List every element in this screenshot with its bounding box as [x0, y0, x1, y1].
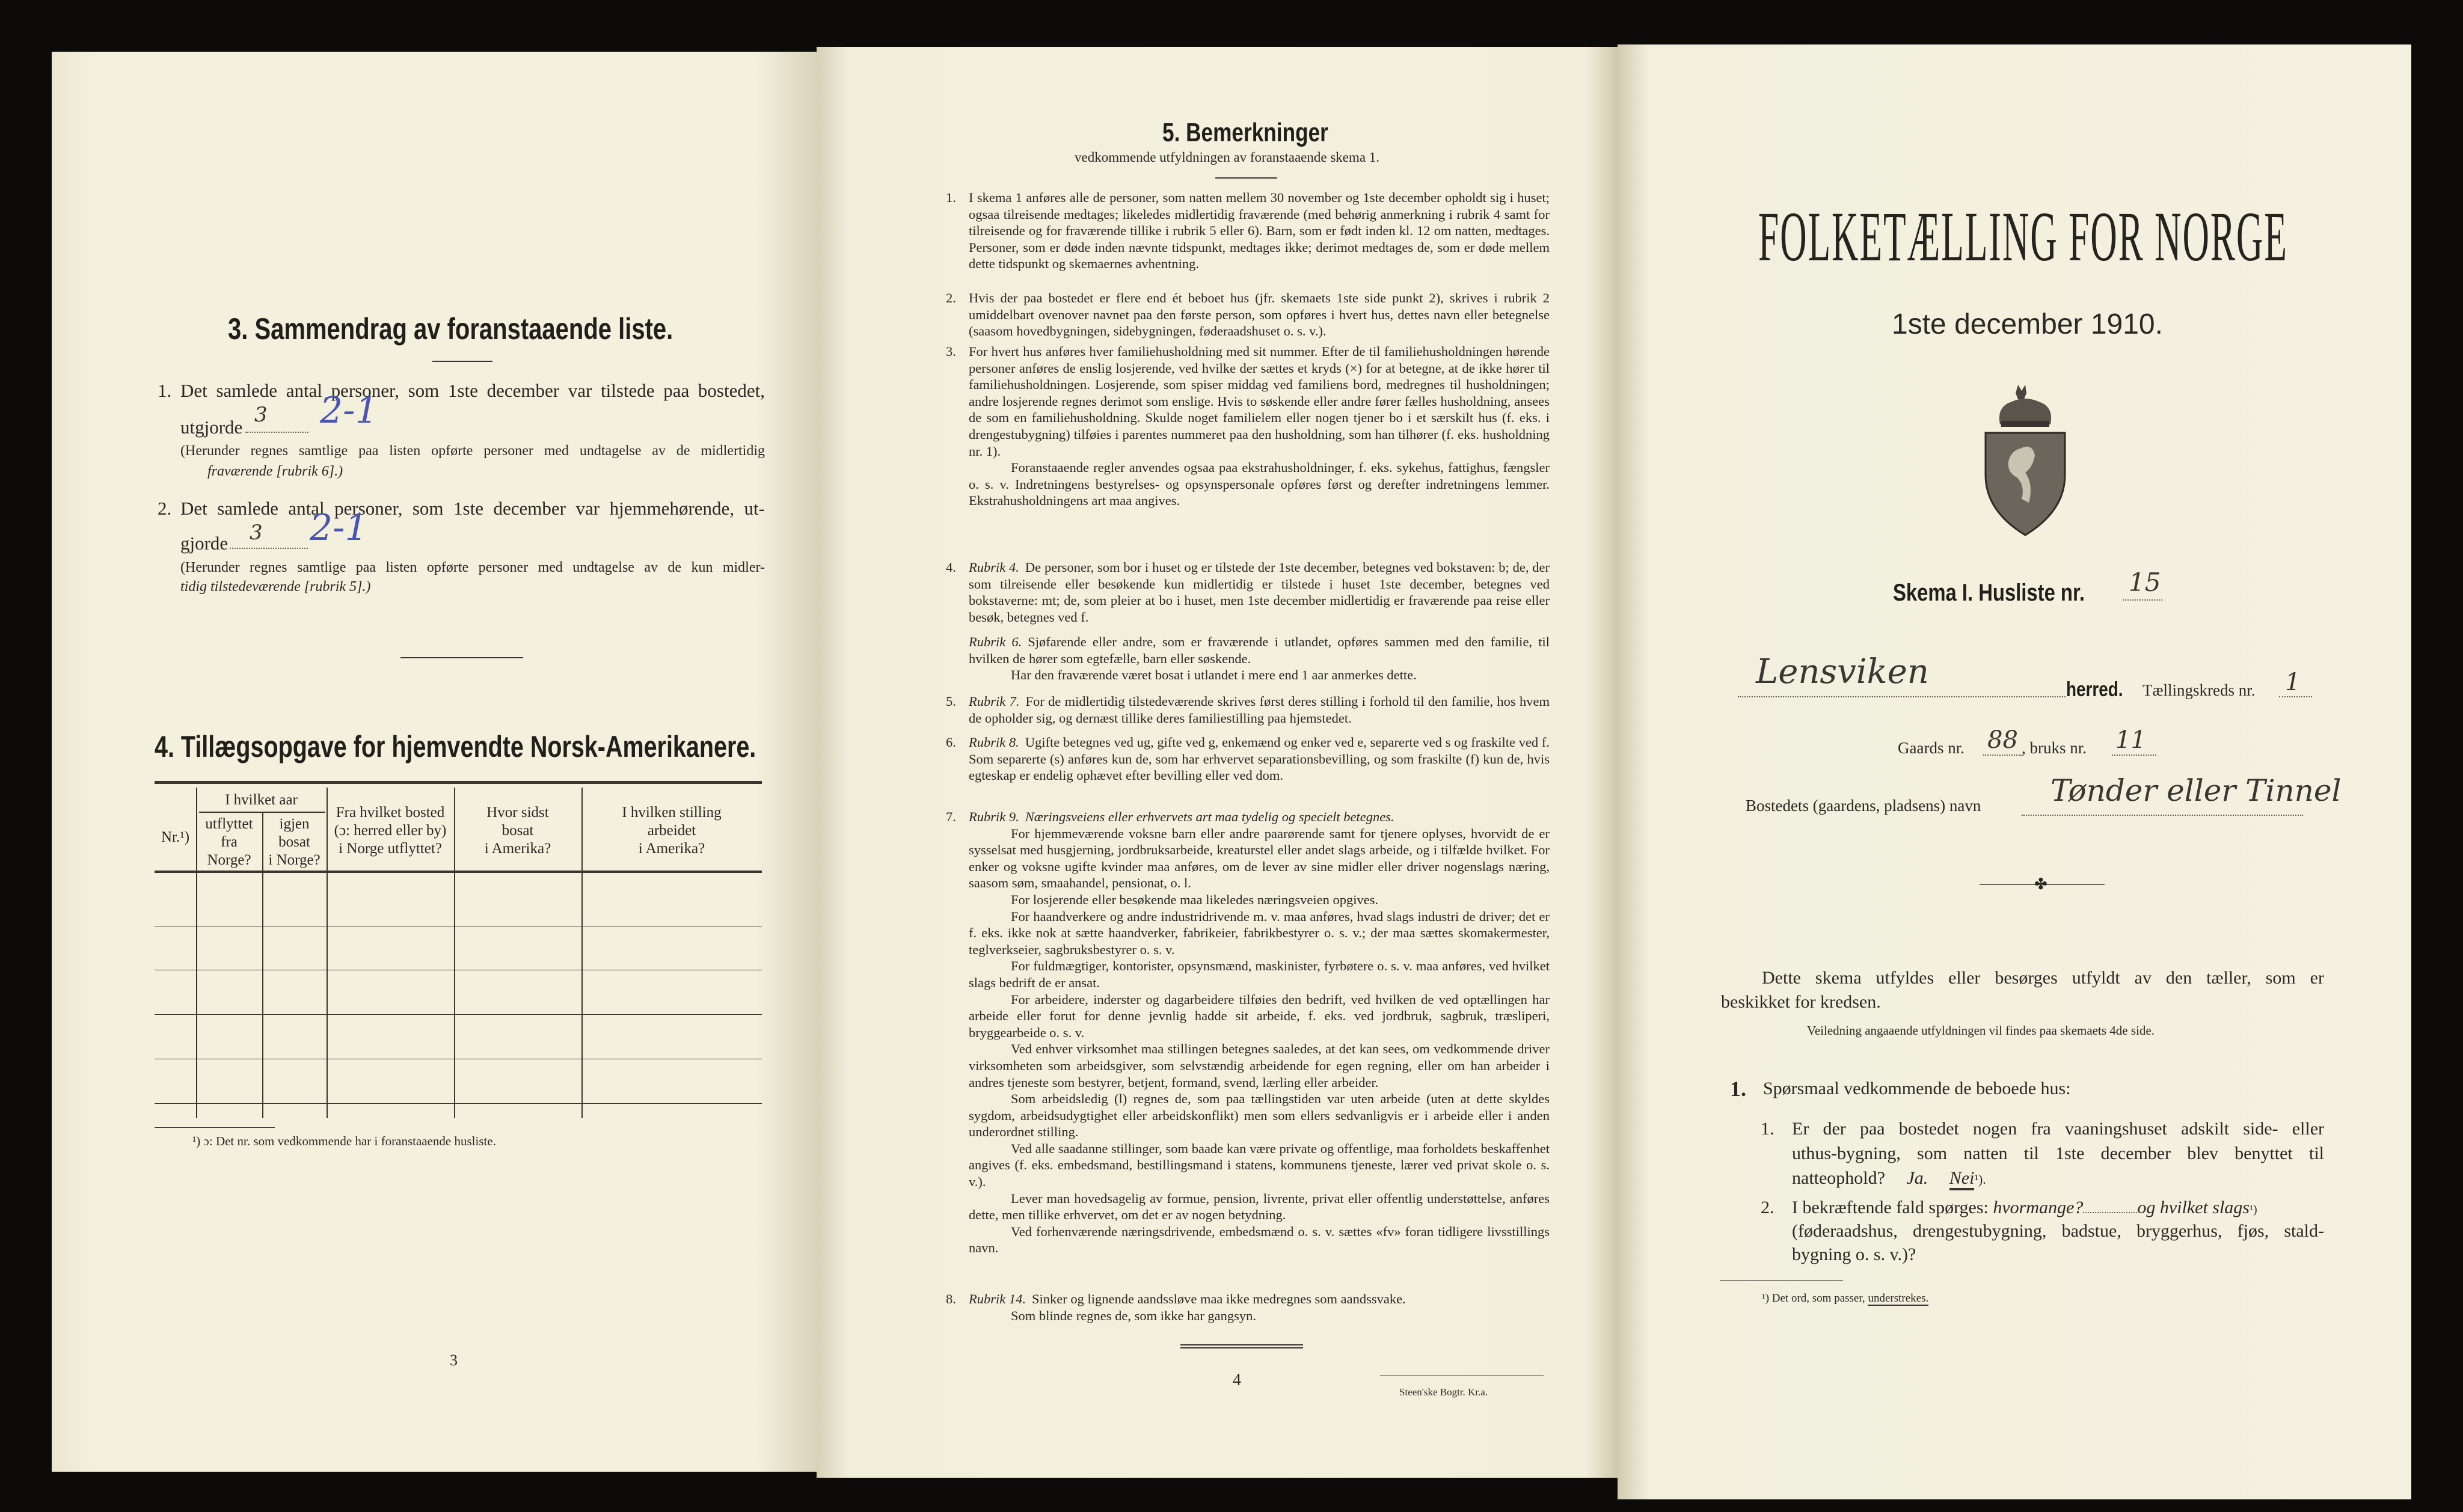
summary-item-2-number: 2. [158, 498, 172, 519]
item-text: Næringsveiens eller erhvervets art maa tydelig og specielt betegnes. [1025, 809, 1394, 824]
item-number: 5. [946, 694, 956, 709]
item-number: 3. [946, 344, 956, 359]
item-text: Ugifte betegnes ved ug, gifte ved g, enkemænd og enker ved e, separerte ved s og fraskilte ved f. Som separerte (s) anføres kun de, som har erhvervet separationsbevilling, og som fraskilte (f) kun de, hvis egteskap er endelig ophævet efter bevilling eller ved dom. [969, 735, 1550, 783]
remark-item-1 [946, 189, 1550, 272]
question-2-text: (føderaadshus, drengestubygning, badstue, bryggerhus, fjøs, stald- [1792, 1221, 2324, 1241]
table-row[interactable] [155, 1103, 762, 1104]
section-title: Spørsmaal vedkommende de beboede hus: [1763, 1079, 2071, 1098]
bosted-label: Bostedets (gaardens, pladsens) navn [1746, 797, 1981, 815]
coat-of-arms-icon [1983, 382, 2067, 536]
remark-item-7 [946, 809, 1550, 1256]
husliste-field[interactable] [2123, 599, 2162, 601]
summary-item-1-text: Det samlede antal personer, som 1ste december var tilstede paa bostedet, [180, 380, 765, 401]
item-number: 4. [946, 560, 956, 575]
item-text: Som blinde regnes de, som ikke har gangsyn. [1011, 1308, 1257, 1323]
header-line: I hvilken stilling [622, 804, 722, 821]
summary-item-1-note-cont: fraværende [rubrik 6].) [207, 464, 343, 479]
page-number: 4 [1233, 1371, 1241, 1389]
gaards-value: 88 [1987, 726, 2018, 754]
item-text: Ved forhenværende næringsdrivende, embedsmænd o. s. v. sættes «fv» foran tidligere livsstillings navn. [969, 1223, 1550, 1256]
footnote-rule [155, 1127, 275, 1128]
summary-item-2-printed-value: 3 [250, 521, 263, 545]
divider [400, 657, 523, 658]
item-text: For fuldmægtiger, kontorister, opsynsmænd, maskinister, fyrbøtere o. s. v. maa anføres, ved hvilket slags bedrift de er ansat. [969, 958, 1550, 990]
gaards-field[interactable] [1983, 754, 2022, 756]
rubrik-label: Rubrik 9. [969, 809, 1019, 824]
summary-item-2-field[interactable] [230, 548, 308, 549]
item-text: Sinker og lignende aandssløve maa ikke medregnes som aandssvake. [1032, 1291, 1406, 1306]
option-ja[interactable]: Ja. [1906, 1168, 1928, 1188]
remarks-title: 5. Bemerkninger [1162, 118, 1328, 147]
remark-item-5 [946, 693, 1550, 726]
col-header-occupation [581, 804, 762, 858]
item-text: Ved alle saadanne stillinger, som baade kan være private og offentlige, maa forholdets beskaffenhet angives (f. eks. embedsmand, bestillingsmand i statens, kommunens tjeneste, lærer ved privat skole o. s. v.). [969, 1140, 1550, 1190]
col-header-year-group: I hvilket aar [225, 792, 298, 808]
kreds-label: Tællingskreds nr. [2142, 681, 2256, 699]
footnote-ref: ¹) [2249, 1203, 2257, 1216]
header-line: bosat [501, 822, 534, 839]
summary-item-1-handwritten-value: 2-1 [320, 390, 378, 432]
header-line: Norge? [207, 852, 251, 868]
col-header-last-residence [454, 804, 581, 858]
question-2-number: 2. [1761, 1198, 1774, 1217]
summary-item-1-lead: utgjorde [180, 417, 243, 438]
header-line: bosat [278, 834, 310, 850]
item-text: For hjemmeværende voksne barn eller andre paarørende samt for tjenere oplyses, hvorvidt de er sysselsat med husgjerning, jordbruksarbeide, kreaturstel eller andet slags arbeide, og i tilfælde hvilket. For enker og voksne ugifte kvinder maa anføres, om de lever av sine midler eller driver nogenslags næring, saasom søm, smaahandel, pensionat, o. l. [969, 825, 1550, 891]
question-2-text: I bekræftende fald spørges: [1792, 1198, 1989, 1217]
item-text: For losjerende eller besøkende maa likeledes næringsveien opgives. [1011, 892, 1379, 907]
remark-rubrik-6 [969, 634, 1550, 684]
item-text: Sjøfarende eller andre, som er fraværende i utlandet, opføres sammen med den familie, til hvilken de hører som egtefælle, barn eller søskende. [969, 634, 1550, 666]
header-line: Hvor sidst [486, 804, 549, 821]
herred-label: herred. [2066, 678, 2123, 701]
intro-line-1: Dette skema utfyldes eller besørges utfyldt av den tæller, som er [1762, 968, 2324, 988]
rubrik-label: Rubrik 6. [969, 634, 1022, 649]
header-line: fra [221, 834, 238, 850]
bruks-value: 11 [2115, 726, 2146, 754]
remark-item-6 [946, 734, 1550, 784]
option-nei-selected[interactable]: Nei [1949, 1168, 1975, 1190]
census-title: FOLKETÆLLING FOR NORGE [1758, 197, 2288, 276]
rubrik-label: Rubrik 4. [969, 560, 1019, 575]
header-line: i Norge utflyttet? [339, 840, 442, 857]
supplement-footnote: ¹) ɔ: Det nr. som vedkommende har i foranstaaende husliste. [192, 1134, 496, 1148]
question-2-text: bygning o. s. v.)? [1792, 1244, 1916, 1264]
remark-item-8 [946, 1291, 1550, 1324]
item-number: 7. [946, 809, 956, 824]
item-number: 1. [946, 190, 956, 205]
summary-title: 3. Sammendrag av foranstaaende liste. [228, 312, 673, 346]
bosted-value: Tønder eller Tinnel [2050, 773, 2342, 808]
skema-label: Skema I. Husliste nr. [1893, 580, 2085, 606]
col-header-resettled [262, 815, 327, 869]
col-header-from-place [327, 804, 454, 858]
item-text: For de midlertidig tilstedeværende skrives først deres stilling i forhold til den familie, hos hvem de opholder sig, og dernæst tillike deres familiestilling paa hjemstedet. [969, 694, 1550, 726]
item-number: 2. [946, 290, 956, 305]
summary-item-2-note-cont: tidig tilstedeværende [rubrik 5].) [180, 579, 371, 595]
header-line: i Amerika? [638, 840, 705, 857]
herred-field[interactable] [1738, 696, 2066, 697]
table-row[interactable] [155, 1014, 762, 1015]
summary-item-2-lead: gjorde [180, 533, 229, 554]
item-text: For haandverkere og andre industridrivende m. v. maa anføres, hvad slags industri de driver; det er f. eks. ikke nok at sætte haandverker, fabrikeier, fabrikbestyrer o. s. v.; der maa sættes skomakermester, teglverkseier, sagbruksbestyrer o. s. v. [969, 908, 1550, 957]
summary-item-2-note: (Herunder regnes samtlige paa listen opførte personer med undtagelse av de kun midler- [180, 560, 765, 575]
item-number: 6. [946, 735, 956, 750]
summary-item-1-printed-value: 3 [254, 403, 268, 427]
question-1-text [1792, 1168, 1986, 1189]
question-1-number: 1. [1761, 1119, 1774, 1139]
divider [1215, 177, 1277, 179]
bruks-label: , bruks nr. [2022, 739, 2087, 757]
footnote-text: ¹) Det ord, som passer, [1762, 1292, 1865, 1305]
herred-value: Lensviken [1756, 652, 1929, 691]
summary-item-1-number: 1. [158, 380, 172, 401]
double-rule [1180, 1344, 1303, 1345]
remarks-subtitle: vedkommende utfyldningen av foranstaaende skema 1. [1075, 150, 1380, 165]
hvormange-field[interactable] [2083, 1212, 2137, 1213]
divider [432, 361, 492, 362]
gaards-label: Gaards nr. [1898, 739, 1965, 757]
bosted-field[interactable] [2022, 815, 2303, 816]
col-header-nr: Nr.¹) [161, 829, 190, 845]
item-text: Hvis der paa bostedet er flere end ét beboet hus (jfr. skemaets 1ste side punkt 2), skrives i rubrik 2 umiddelbart ovenover navnet paa den første person, som opføres i hvert hus, dettes navn eller betegnelse (saasom hovedbygningen, sidebygningen, føderaadshuset o. s. v.). [969, 290, 1550, 339]
intro-line-2: beskikket for kredsen. [1721, 992, 1881, 1012]
printer-imprint: Steen'ske Bogtr. Kr.a. [1399, 1386, 1488, 1398]
rubrik-label: Rubrik 7. [969, 694, 1020, 709]
double-rule [1180, 1347, 1303, 1348]
question-2-text [1792, 1198, 2257, 1218]
table-top-rule [155, 781, 762, 784]
item-text: Har den fraværende været bosat i utlandet i mere end 1 aar anmerkes dette. [1011, 667, 1417, 683]
remark-item-2 [946, 290, 1550, 340]
item-text: For arbeidere, inderster og dagarbeidere tilføies den bedrift, ved hvilken de ved optællingen har arbeide eller forut for denne jevnlig hadde sit arbeide, f. eks. ved jordbruk, sagbruk, træsliperi, bryggearbeide o. s. v. [969, 991, 1550, 1040]
item-text: Foranstaaende regler anvendes ogsaa paa ekstrahusholdninger, f. eks. sykehus, fattighus, fængsler o. s. v. Indretningens bestyrelses- og opsynspersonale opføres først og derefter indretningens lemmer. Ekstrahusholdningens art maa angives. [969, 460, 1550, 509]
question-2-hvormange: hvormange? [1993, 1198, 2084, 1217]
ornament-icon: ✤ [2034, 875, 2047, 893]
kreds-value: 1 [2285, 669, 2301, 696]
question-2-slags: og hvilket slags [2137, 1198, 2250, 1217]
kreds-field[interactable] [2279, 696, 2312, 697]
census-date: 1ste december 1910. [1892, 308, 2163, 340]
header-line: i Amerika? [484, 840, 551, 857]
footnote-rule [1720, 1280, 1843, 1281]
header-line: i Norge? [268, 852, 321, 868]
supplement-title: 4. Tillægsopgave for hjemvendte Norsk-Amerikanere. [155, 730, 756, 764]
page-number: 3 [450, 1351, 458, 1369]
col-header-emigrated [196, 815, 262, 869]
summary-item-2-handwritten-value: 2-1 [310, 507, 368, 549]
header-line: Fra hvilket bosted [336, 804, 445, 821]
footnote [1762, 1292, 1928, 1305]
item-text: For hvert hus anføres hver familiehusholdning med sit nummer. Efter de til familiehusholdningen hørende personer anføres de enslig losjerende, ved hvilke der sættes et kryds (×) for at betegne, at de ikke hører til familiehusholdningen. Losjerende, som spiser middag ved familiens bord, medregnes til husholdningen; andre losjerende regnes derimot som enslige. Hvis to søskende eller andre fører fælles husholdning, ansees de som en familiehusholdning. Skulde noget familielem eller nogen tjener bo i et særskilt hus (f. eks. i drengestubygning) tilføies i parentes nummeret paa den husholdning, som han tilhører (f. eks. husholdning nr. 1). [969, 344, 1550, 459]
remark-item-3 [946, 343, 1550, 509]
item-text: I skema 1 anføres alle de personer, som natten mellem 30 november og 1ste december opholdt sig i huset; ogsaa tilreisende medtages; likeledes midlertidig fraværende (med behørig anmerkning i rubrik 4 samt for tilreisende og for fraværende tillike i rubrik 5 eller 6). Barn, som er født inden kl. 12 om natten, medtages. Personer, som er døde inden nævnte tidspunkt, medtages ikke; derimot medtages de, som er døde mellem dette tidspunkt og skemaernes avhentning. [969, 190, 1550, 272]
rubrik-label: Rubrik 8. [969, 735, 1019, 750]
section-number: 1. [1730, 1077, 1746, 1101]
item-text: Ved enhver virksomhet maa stillingen betegnes saaledes, at det kan sees, om vedkommende driver virksomheten som arbeidsgiver, som selvstændig arbeidende for egen regning, eller om han arbeider i andres tjeneste som bestyrer, betjent, formand, svend, lærling eller arbeider. [969, 1041, 1550, 1090]
header-line: arbeidet [647, 822, 696, 839]
question-1-text: uthus-bygning, som natten til 1ste december blev benyttet til [1792, 1143, 2324, 1163]
question-1-text: natteophold? [1792, 1168, 1885, 1188]
item-text: Som arbeidsledig (l) regnes de, som paa tællingstiden var uten arbeide (uten at dette skyldes sygdom, arbeidsudygtighet eller arbeidskonflikt) men som ellers sedvanligvis er i arbeide eller i anden underordnet stilling. [969, 1091, 1550, 1140]
summary-item-2-text: Det samlede antal personer, som 1ste december var hjemmehørende, ut- [180, 498, 765, 519]
item-text: Lever man hovedsagelig av formue, pension, livrente, privat eller offentlig understøttelse, anføres dette, men tillike erhvervet, om det er av nogen betydning. [969, 1190, 1550, 1223]
summary-item-1-field[interactable] [245, 432, 308, 433]
remark-item-4 [946, 559, 1550, 625]
guidance-note: Veiledning angaaende utfyldningen vil findes paa skemaets 4de side. [1807, 1023, 2155, 1038]
table-header-rule [155, 871, 762, 873]
question-1-text: Er der paa bostedet nogen fra vaaningshuset adskilt side- eller [1792, 1119, 2324, 1139]
husliste-number: 15 [2129, 568, 2161, 597]
footnote-ref: ¹). [1974, 1172, 1986, 1187]
item-text: De personer, som bor i huset og er tilstede der 1ste december, betegnes ved bokstaven: b; de, der som tilreisende eller besøkende kun midlertidig er tilstede i huset 1ste december, betegnes ved bokstaverne: mt; de, som pleier at bo i huset, men 1ste december midlertidig er fraværende paa reise eller besøk, betegnes ved f. [969, 560, 1550, 625]
bruks-field[interactable] [2112, 754, 2156, 756]
header-line: igjen [279, 816, 310, 832]
item-number: 8. [946, 1291, 956, 1306]
summary-item-1-note: (Herunder regnes samtlige paa listen opførte personer med undtagelse av de midlertidig [180, 443, 765, 459]
header-line: utflyttet [205, 816, 253, 832]
rubrik-label: Rubrik 14. [969, 1291, 1026, 1306]
footnote-underlined: understrekes. [1868, 1292, 1929, 1305]
header-line: (ɔ: herred eller by) [334, 822, 447, 839]
